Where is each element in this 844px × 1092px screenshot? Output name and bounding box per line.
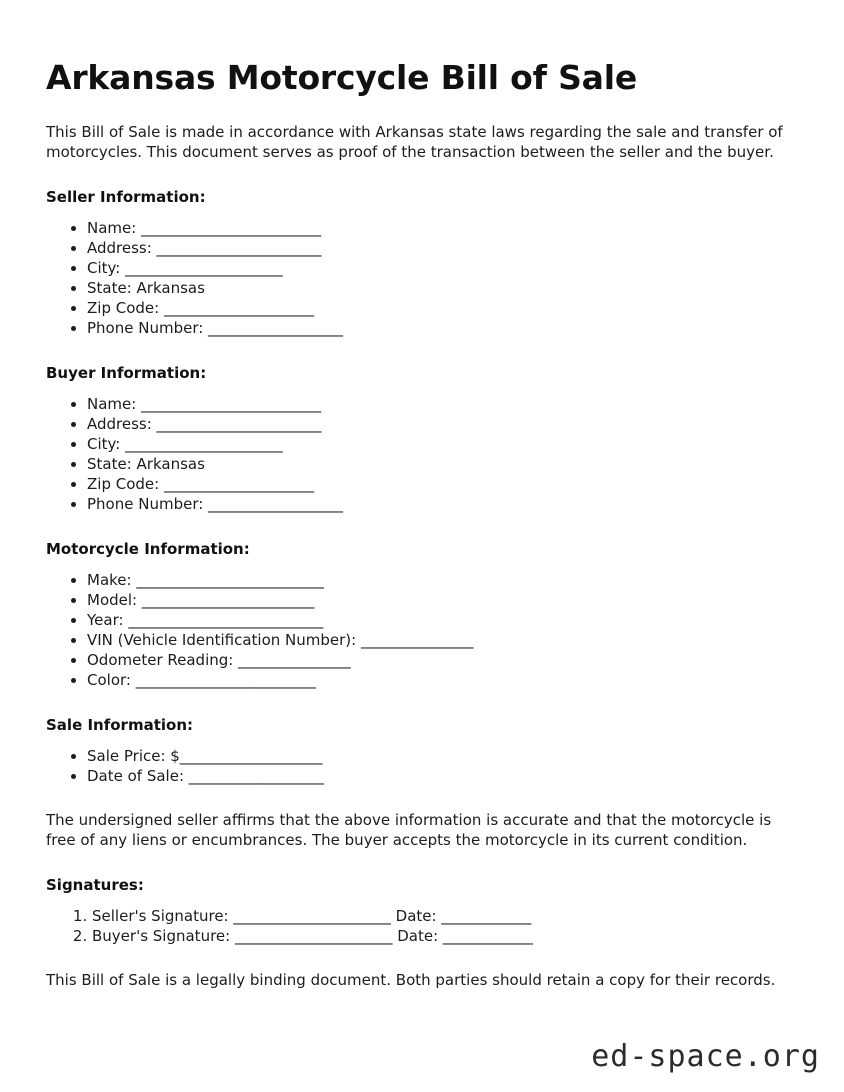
intro-paragraph: This Bill of Sale is made in accordance with Arkansas state laws regarding the sale and transfer of motorcycles. This document serves as proof of the transaction between the seller and the buyer. (46, 123, 783, 161)
affirmation-paragraph: The undersigned seller affirms that the above information is accurate and that the motorcycle is free of any liens or encumbrances. The buyer accepts the motorcycle in its current condition. (46, 811, 772, 849)
list-item: • State: Arkansas (87, 278, 798, 298)
section-heading-signatures: Signatures: (46, 876, 144, 894)
list-item: • Model: _______________________ (87, 590, 798, 610)
section-heading-motorcycle: Motorcycle Information: (46, 540, 250, 558)
list-item: • Zip Code: ____________________ (87, 298, 798, 318)
list-item: • Odometer Reading: _______________ (87, 650, 798, 670)
list-item: • City: _____________________ (87, 258, 798, 278)
section-heading-seller: Seller Information: (46, 188, 206, 206)
list-item: • Name: ________________________ (87, 218, 798, 238)
list-item: • VIN (Vehicle Identification Number): _______________ (87, 630, 798, 650)
list-item: • City: _____________________ (87, 434, 798, 454)
closing-paragraph: This Bill of Sale is a legally binding document. Both parties should retain a copy for their records. (46, 971, 776, 989)
section-heading-buyer: Buyer Information: (46, 364, 207, 382)
list-item: • State: Arkansas (87, 454, 798, 474)
list-item: • Sale Price: $___________________ (87, 746, 798, 766)
sale-field-list (46, 746, 798, 786)
list-item: • Make: _________________________ (87, 570, 798, 590)
list-item: • Phone Number: __________________ (87, 494, 798, 514)
list-item: • Address: ______________________ (87, 414, 798, 434)
list-item: • Zip Code: ____________________ (87, 474, 798, 494)
motorcycle-field-list (46, 570, 798, 690)
section-heading-sale: Sale Information: (46, 716, 193, 734)
list-item: • Address: ______________________ (87, 238, 798, 258)
site-watermark: ed-space.org (591, 1039, 820, 1074)
list-item: • Date of Sale: __________________ (87, 766, 798, 786)
list-item: 2. Buyer's Signature: _____________________ Date: ____________ (92, 926, 798, 946)
page-title: Arkansas Motorcycle Bill of Sale (46, 58, 638, 97)
seller-field-list (46, 218, 798, 338)
list-item: 1. Seller's Signature: _____________________ Date: ____________ (92, 906, 798, 926)
buyer-field-list (46, 394, 798, 514)
list-item: • Phone Number: __________________ (87, 318, 798, 338)
signature-list (46, 906, 798, 946)
list-item: • Color: ________________________ (87, 670, 798, 690)
list-item: • Name: ________________________ (87, 394, 798, 414)
list-item: • Year: __________________________ (87, 610, 798, 630)
